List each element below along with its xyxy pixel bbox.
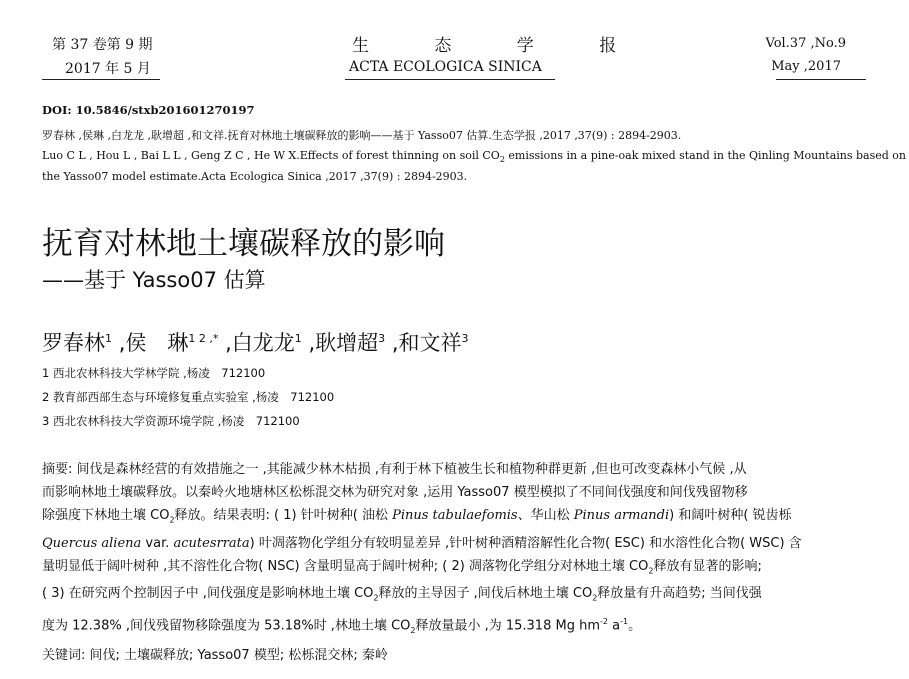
- affiliation-3: 3 西北农林科技大学资源环境学院 ,杨凌 712100: [42, 414, 300, 428]
- species-name: Pinus tabulaefomis: [392, 508, 518, 523]
- abstract-line: [42, 504, 862, 532]
- journal-date-en: May ,2017: [771, 59, 841, 74]
- abstract-line: [42, 555, 862, 583]
- paper-subtitle: ——基于 Yasso07 估算: [42, 268, 266, 292]
- author-name: ,白龙龙: [225, 331, 295, 355]
- subscript: 2: [373, 593, 379, 603]
- abstract-text: ) 和阔叶树种( 锐齿栎: [669, 508, 792, 523]
- abstract-text: 除强度下林地土壤 CO: [42, 508, 170, 523]
- abstract-line: [42, 610, 862, 642]
- citation-en-part1: Luo C L , Hou L , Bai L L , Geng Z C , He W X.Effects of forest thinning on soil CO: [42, 149, 500, 162]
- abstract-text: 释放量最小 ,为 15.318 Mg hm: [415, 618, 600, 634]
- superscript: -1: [620, 616, 629, 626]
- doi[interactable]: DOI: 10.5846/stxb201601270197: [42, 103, 255, 117]
- citation-en-part2: emissions in a pine-oak mixed stand in the Qinling Mountains based on: [504, 149, 907, 162]
- author-affiliation-mark: 3: [378, 332, 386, 345]
- affiliation-2: 2 教育部西部生态与环境修复重点实验室 ,杨凌 712100: [42, 390, 335, 404]
- paper-title: 抚育对林地土壤碳释放的影响: [42, 226, 445, 262]
- journal-volume-issue-en: Vol.37 ,No.9: [765, 36, 846, 51]
- abstract-text: ( 3) 在研究两个控制因子中 ,间伐强度是影响林地土壤 CO: [42, 586, 374, 602]
- citation-cn: 罗春林 ,侯琳 ,白龙龙 ,耿增超 ,和文祥.抚育对林地土壤碳释放的影响——基于 Yasso07 估算.生态学报 ,2017 ,37(9) : 2894-2903.: [42, 129, 682, 142]
- species-name: Pinus armandi: [573, 508, 670, 523]
- author-affiliation-mark: 1 2 ,*: [188, 332, 219, 345]
- header-rule-left: [42, 79, 160, 80]
- abstract-text: a: [607, 618, 621, 634]
- abstract-text: 。: [628, 618, 642, 634]
- species-name: acutesrrata: [173, 535, 250, 551]
- author-name: ,耿增超: [308, 331, 379, 355]
- abstract-text: var.: [141, 535, 174, 551]
- subscript: 2: [169, 515, 175, 525]
- subscript: 2: [592, 593, 598, 603]
- abstract-text: 释放有显著的影响;: [653, 558, 762, 574]
- affiliation-1: 1 西北农林科技大学林学院 ,杨凌 712100: [42, 366, 266, 380]
- author-name: ,侯 琳: [118, 331, 189, 355]
- abstract-line: 摘要: 间伐是森林经营的有效措施之一 ,其能减少林木枯损 ,有利于林下植被生长和植物种群更新 ,但也可改变森林小气候 ,从: [42, 462, 747, 477]
- abstract-line: 而影响林地土壤碳释放。以秦岭火地塘林区松栎混交林为研究对象 ,运用 Yasso07 模型模拟了不同间伐强度和间伐残留物移: [42, 485, 748, 500]
- citation-en-line1: [42, 149, 906, 164]
- author-name: ,和文祥: [391, 331, 462, 355]
- journal-name-en: ACTA ECOLOGICA SINICA: [349, 59, 542, 75]
- subscript: 2: [648, 566, 654, 576]
- abstract-text: 释放的主导因子 ,间伐后林地土壤 CO: [378, 586, 593, 602]
- author-list: [42, 327, 469, 357]
- author-affiliation-mark: 1: [105, 332, 112, 345]
- superscript: -2: [600, 616, 608, 626]
- abstract-text: 释放。结果表明: ( 1) 针叶树种( 油松: [174, 508, 393, 523]
- author-affiliation-mark: 3: [461, 332, 469, 345]
- header-rule-center: [345, 79, 555, 80]
- abstract: [42, 458, 862, 642]
- citation-en-subscript: 2: [499, 155, 505, 165]
- citation-en-line2: the Yasso07 model estimate.Acta Ecologica Sinica ,2017 ,37(9) : 2894-2903.: [42, 170, 468, 183]
- abstract-line: [42, 582, 862, 610]
- abstract-text: 度为 12.38% ,间伐残留物移除强度为 53.18%时 ,林地土壤 CO: [42, 618, 411, 634]
- subscript: 2: [410, 625, 416, 635]
- abstract-text: ) 叶凋落物化学组分有较明显差异 ,针叶树种酒精溶解性化合物( ESC) 和水溶性化合物( WSC) 含: [249, 535, 802, 551]
- abstract-text: 量明显低于阔叶树种 ,其不溶性化合物( NSC) 含量明显高于阔叶树种; ( 2) 凋落物化学组分对林地土壤 CO: [42, 558, 649, 574]
- keywords: 关键词: 间伐; 土壤碳释放; Yasso07 模型; 松栎混交林; 秦岭: [42, 648, 388, 663]
- journal-volume-issue-cn: 第 37 卷第 9 期: [52, 37, 153, 53]
- author-name: 罗春林: [42, 331, 105, 355]
- abstract-line: [42, 532, 862, 555]
- abstract-text: 释放量有升高趋势; 当间伐强: [597, 586, 762, 602]
- journal-date-cn: 2017 年 5 月: [65, 61, 151, 77]
- abstract-text: 、华山松: [517, 508, 574, 523]
- author-affiliation-mark: 1: [294, 332, 302, 345]
- journal-name-cn: 生 态 学 报: [352, 36, 647, 56]
- species-name: Quercus aliena: [42, 535, 142, 551]
- header-rule-right: [776, 79, 866, 80]
